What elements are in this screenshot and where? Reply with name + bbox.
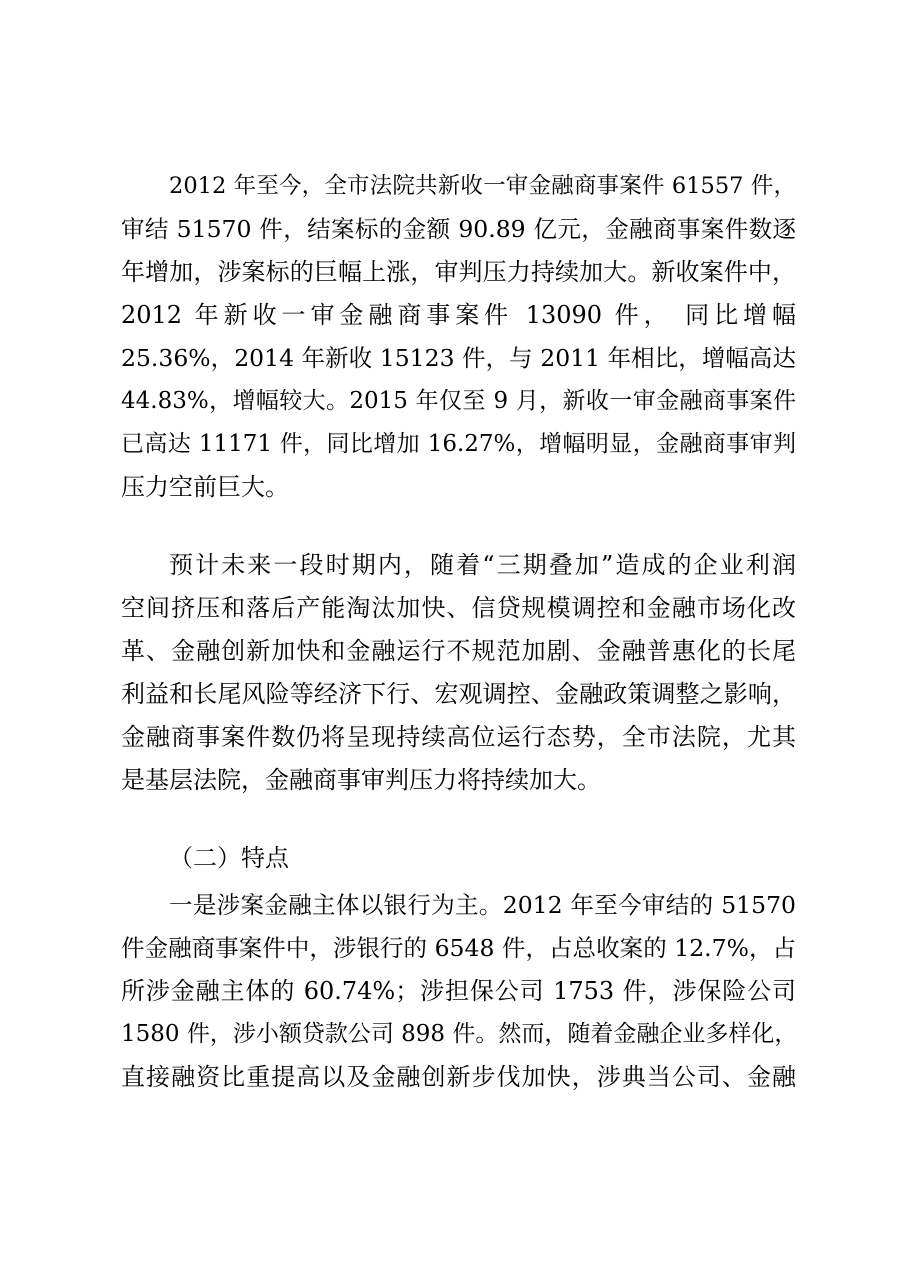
text-line: 件金融商事案件中，涉银行的 6548 件，占总收案的 12.7%，占 [121, 934, 796, 962]
text-line: 2012 年新收一审金融商事案件 13090 件， 同比增幅 [121, 301, 796, 329]
text-line: 金融商事案件数仍将呈现持续高位运行态势，全市法院，尤其 [121, 723, 796, 751]
text-line: 44.83%，增幅较大。2015 年仅至 9 月，新收一审金融商事案件 [121, 388, 796, 414]
text-line: 压力空前巨大。 [121, 473, 289, 501]
text-line: 直接融资比重提高以及金融创新步伐加快，涉典当公司、金融 [121, 1063, 796, 1091]
text-line: 是基层法院，金融商事审判压力将持续加大。 [121, 766, 601, 794]
text-line: 利益和长尾风险等经济下行、宏观调控、金融政策调整之影响， [121, 680, 796, 708]
text-line: 预计未来一段时期内，随着“三期叠加”造成的企业利润 [169, 551, 796, 579]
text-line: 2012 年至今，全市法院共新收一审金融商事案件 61557 件， [169, 173, 796, 199]
text-line: 已高达 11171 件，同比增加 16.27%，增幅明显，金融商事审判 [121, 431, 796, 457]
text-line: 革、金融创新加快和金融运行不规范加剧、金融普惠化的长尾 [121, 637, 796, 665]
section-heading: （二）特点 [169, 844, 289, 872]
text-line: 25.36%，2014 年新收 15123 件，与 2011 年相比，增幅高达 [121, 344, 796, 372]
text-line: 所涉金融主体的 60.74%；涉担保公司 1753 件，涉保险公司 [121, 977, 796, 1005]
text-line: 1580 件，涉小额贷款公司 898 件。然而，随着金融企业多样化， [121, 1021, 798, 1047]
text-line: 空间挤压和落后产能淘汰加快、信贷规模调控和金融市场化改 [121, 594, 796, 622]
text-line: 审结 51570 件，结案标的金额 90.89 亿元，金融商事案件数逐 [121, 215, 796, 243]
text-line: 一是涉案金融主体以银行为主。2012 年至今审结的 51570 [169, 891, 796, 919]
text-line: 年增加，涉案标的巨幅上涨，审判压力持续加大。新收案件中， [121, 258, 796, 286]
